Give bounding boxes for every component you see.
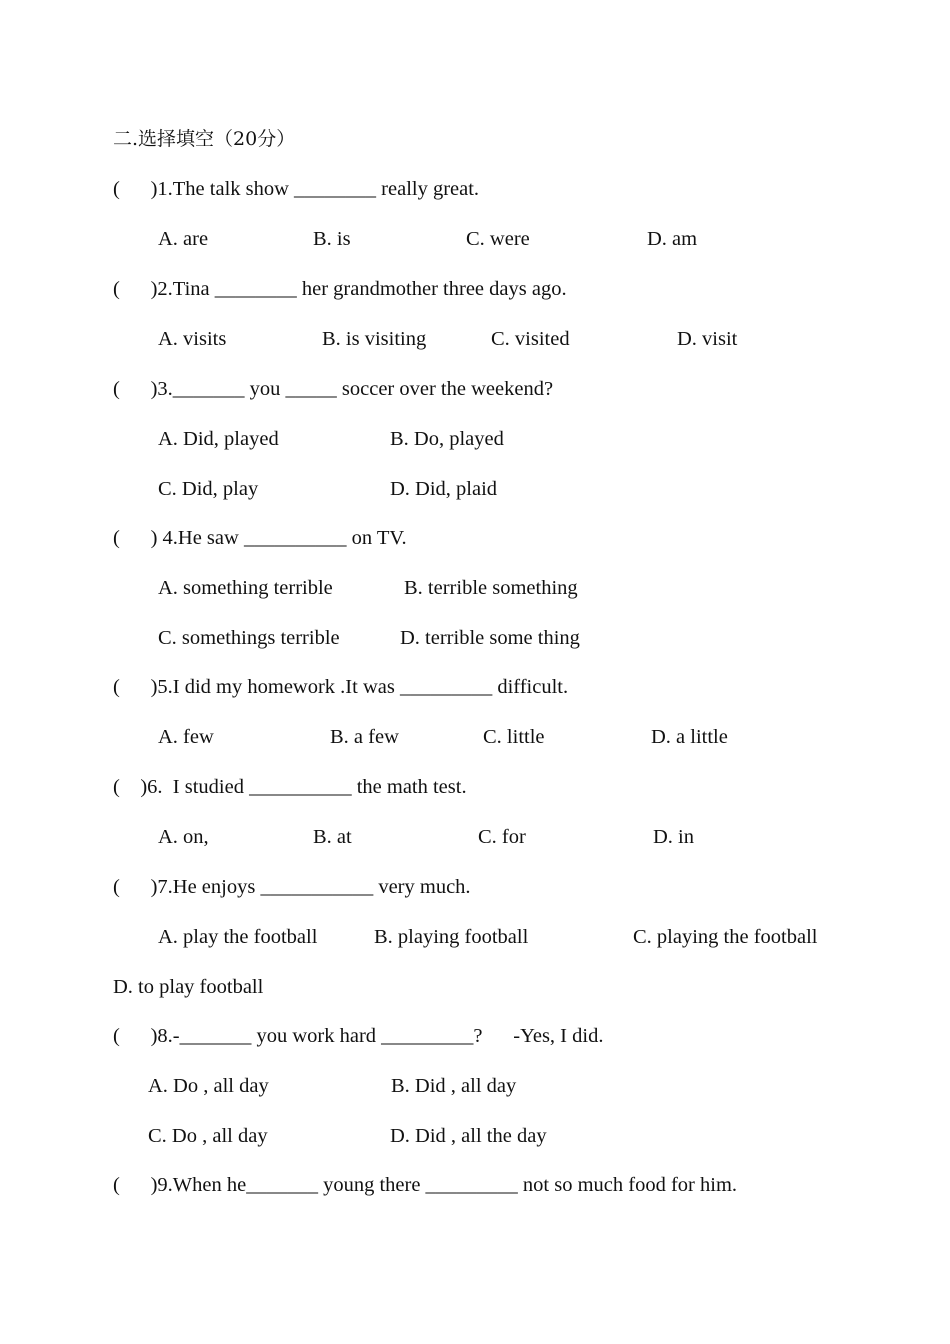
q4-option-c: C. somethings terrible [158, 627, 340, 649]
q3-option-c: C. Did, play [158, 478, 259, 500]
question-4: ( ) 4.He saw __________ on TV. [113, 527, 407, 549]
q3-option-d: D. Did, plaid [390, 478, 498, 500]
question-9: ( )9.When he_______ young there _________ not so much food for him. [113, 1174, 738, 1196]
question-8: ( )8.-_______ you work hard _________? -Yes, I did. [113, 1025, 604, 1047]
question-7: ( )7.He enjoys ___________ very much. [113, 876, 471, 898]
question-6: ( )6. I studied __________ the math test. [113, 776, 467, 798]
q5-option-b: B. a few [330, 726, 399, 748]
question-5: ( )5.I did my homework .It was _________ difficult. [113, 676, 569, 698]
q4-option-a: A. something terrible [158, 577, 333, 599]
q1-option-a: A. are [158, 228, 209, 250]
q4-option-d: D. terrible some thing [400, 627, 580, 649]
q6-option-c: C. for [478, 826, 526, 848]
question-1: ( )1.The talk show ________ really great. [113, 178, 480, 200]
q8-option-c: C. Do , all day [148, 1125, 268, 1147]
q3-option-b: B. Do, played [390, 428, 504, 450]
q6-option-a: A. on, [158, 826, 209, 848]
q8-option-b: B. Did , all day [391, 1075, 517, 1097]
q7-option-b: B. playing football [374, 926, 529, 948]
q6-option-d: D. in [653, 826, 694, 848]
question-2: ( )2.Tina ________ her grandmother three days ago. [113, 278, 567, 300]
q1-option-b: B. is [313, 228, 351, 250]
question-3: ( )3._______ you _____ soccer over the weekend? [113, 378, 554, 400]
q1-option-c: C. were [466, 228, 530, 250]
q5-option-a: A. few [158, 726, 214, 748]
q2-option-a: A. visits [158, 328, 227, 350]
q8-option-d: D. Did , all the day [390, 1125, 547, 1147]
q4-option-b: B. terrible something [404, 577, 578, 599]
q2-option-d: D. visit [677, 328, 738, 350]
q7-option-a: A. play the football [158, 926, 318, 948]
q5-option-d: D. a little [651, 726, 728, 748]
q8-option-a: A. Do , all day [148, 1075, 269, 1097]
q2-option-b: B. is visiting [322, 328, 427, 350]
q7-option-c: C. playing the football [633, 926, 818, 948]
q6-option-b: B. at [313, 826, 352, 848]
q7-option-d: D. to play football [113, 976, 264, 998]
q1-option-d: D. am [647, 228, 698, 250]
section-title: 二.选择填空（20分） [113, 128, 296, 150]
q3-option-a: A. Did, played [158, 428, 279, 450]
q5-option-c: C. little [483, 726, 545, 748]
q2-option-c: C. visited [491, 328, 570, 350]
